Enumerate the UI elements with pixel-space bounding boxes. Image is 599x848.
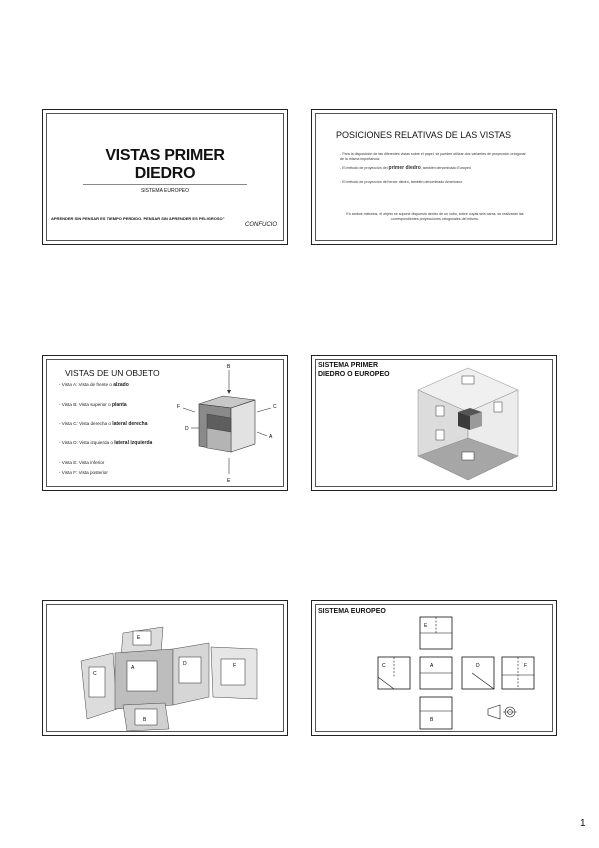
label-c: C [273, 404, 277, 410]
list-item [59, 402, 127, 408]
view-e [133, 631, 151, 645]
object-side-face [231, 400, 255, 452]
paragraph-tercer-diedro: - El método de proyección del tercer diedro, también denominado Americano [340, 180, 463, 184]
arrow-c [257, 408, 271, 412]
item-bold: lateral izquierda [114, 440, 153, 446]
slide-sistema-europeo [311, 600, 557, 736]
unfolded-views-diagram [73, 609, 273, 733]
quote-author: CONFUCIO [245, 222, 277, 228]
label-a: A [269, 434, 273, 440]
label-f: F [524, 663, 528, 669]
label-d: D [183, 661, 187, 667]
slide-posiciones [311, 109, 557, 245]
label-f: F [233, 663, 237, 669]
text-bold: primer diedro [388, 165, 421, 171]
view-b [420, 697, 452, 729]
label-d: D [476, 663, 480, 669]
slide-heading: POSICIONES RELATIVAS DE LAS VISTAS [336, 130, 512, 140]
item-text: - Vista C: Vista derecha o [59, 421, 113, 426]
list-item [59, 460, 104, 465]
item-text: - Vista D: Vista izquierda o [59, 440, 115, 445]
projection-a [436, 430, 444, 440]
label-e: E [424, 623, 428, 629]
label-b: B [143, 717, 147, 723]
arrow-a [257, 432, 267, 436]
slide-heading: SISTEMA EUROPEO [318, 608, 386, 615]
slide-unfolded-views [42, 600, 288, 736]
item-bold: alzado [113, 382, 129, 388]
label-c: C [382, 663, 386, 669]
item-bold: lateral derecha [112, 421, 148, 427]
projection-d [494, 402, 502, 412]
slide-subtitle: SISTEMA EUROPEO [140, 188, 190, 194]
list-item [59, 382, 129, 388]
paragraph-primer-diedro [340, 166, 530, 171]
projection-e [462, 376, 474, 384]
arrowhead-b [227, 390, 231, 394]
slide-title [42, 109, 288, 245]
slide-heading: VISTAS DE UN OBJETO [65, 368, 160, 378]
list-item [59, 440, 152, 446]
quote-text: APRENDER SIN PENSAR ES TIEMPO PERDIDO. PENSAR SIN APRENDER ES PELIGROSO" [51, 216, 225, 221]
projection-cube-diagram [408, 362, 528, 486]
item-text: - Vista E: Vista inferior [59, 460, 105, 465]
first-angle-projection-symbol [488, 705, 517, 719]
item-text: - Vista B: Vista superior o [59, 402, 112, 407]
arrow-f [183, 408, 195, 412]
list-item [59, 470, 108, 475]
title-line-1: VISTAS PRIMER [105, 147, 225, 164]
item-bold: planta [111, 402, 127, 408]
view-c [89, 667, 105, 697]
symbol-cone [488, 705, 500, 719]
object-ramp [207, 428, 231, 452]
label-e: E [137, 635, 141, 641]
slide-vistas-objeto [42, 355, 288, 491]
list-item [59, 421, 148, 427]
slide-sistema-primer-diedro [311, 355, 557, 491]
label-b: B [430, 717, 434, 723]
label-a: A [131, 665, 135, 671]
label-b: B [227, 364, 231, 370]
label-c: C [93, 671, 97, 677]
heading-line-1: SISTEMA PRIMER [318, 362, 379, 369]
label-a: A [430, 663, 434, 669]
european-system-views [372, 613, 552, 733]
item-text: - Vista A: Vista de frente o [59, 382, 114, 387]
label-f: F [177, 404, 181, 410]
slide-title-heading [43, 147, 287, 183]
view-d [462, 657, 494, 689]
object-views-diagram [173, 362, 285, 488]
label-d: D [185, 426, 189, 432]
projection-b [462, 452, 474, 460]
label-e: E [227, 478, 231, 484]
text-segment: , también denominado Europeo [420, 166, 471, 170]
paragraph-intro: - Para la disposición de las diferentes vistas sobre el papel, se pueden utilizar dos variantes de proyección ortogonal de la misma importancia: [340, 152, 526, 161]
projection-c [436, 406, 444, 416]
item-text: - Vista F: Vista posterior [59, 470, 108, 475]
title-line-2: DIEDRO [134, 165, 196, 182]
slide-heading [318, 361, 390, 379]
heading-line-2: DIEDRO O EUROPEO [318, 371, 390, 378]
page-number: 1 [580, 818, 586, 829]
paragraph-cube: En ambos métodos, el objeto se supone dispuesto dentro de un cubo, sobre cuyas seis caras, se realizarán las correspondientes proyecciones ortogonales del mismo. [346, 212, 524, 221]
title-divider [83, 184, 247, 185]
text-segment: - El método de proyección del [340, 166, 389, 170]
